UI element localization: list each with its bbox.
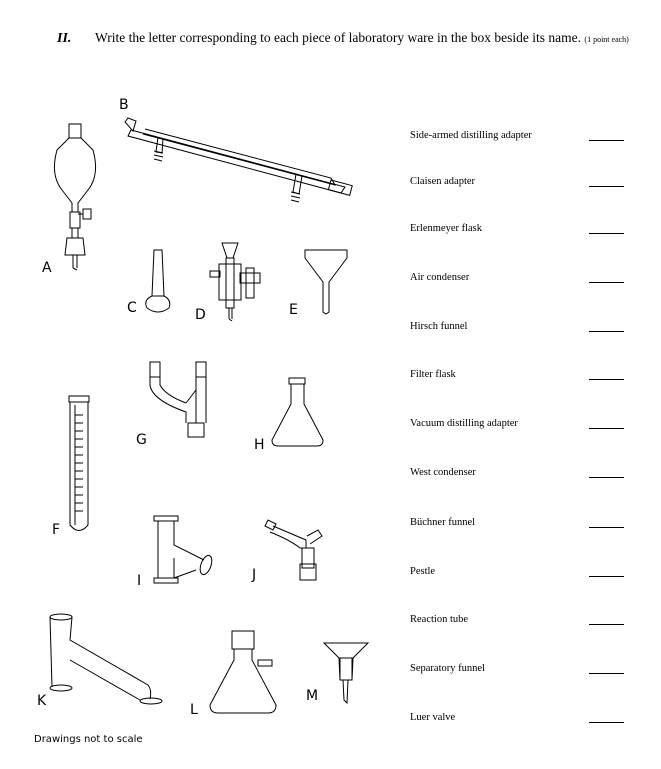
label-m: M — [306, 688, 319, 704]
drawing-air-condenser-d — [210, 243, 260, 321]
answer-blank[interactable] — [589, 673, 624, 674]
drawing-reaction-tube-f — [69, 396, 89, 531]
question-points: (1 point each) — [584, 35, 629, 44]
item-name: Reaction tube — [410, 614, 469, 625]
drawing-separatory-funnel-a — [54, 124, 95, 270]
answer-blank[interactable] — [589, 576, 624, 577]
label-j: J — [252, 567, 257, 583]
item-name: Pestle — [410, 566, 436, 577]
drawing-buchner-funnel-m — [324, 643, 368, 703]
label-c: C — [127, 300, 137, 316]
drawing-side-armed-adapter-i — [154, 516, 214, 583]
item-name: Claisen adapter — [410, 176, 476, 187]
label-b: B — [119, 97, 129, 113]
label-f: F — [52, 522, 61, 538]
answer-blank[interactable] — [589, 722, 624, 723]
label-l: L — [190, 702, 198, 718]
item-name: Erlenmeyer flask — [410, 223, 483, 234]
answer-blank[interactable] — [589, 527, 624, 528]
label-g: G — [136, 432, 147, 448]
item-name: Filter flask — [410, 369, 456, 380]
item-name: Vacuum distilling adapter — [410, 418, 518, 429]
label-d: D — [195, 307, 206, 323]
label-k: K — [37, 693, 47, 709]
drawing-claisen-adapter-g — [150, 362, 206, 437]
answer-blank[interactable] — [589, 331, 624, 332]
answer-blank[interactable] — [589, 477, 624, 478]
answer-blank[interactable] — [589, 428, 624, 429]
drawing-west-condenser-b — [125, 118, 352, 202]
label-h: H — [254, 437, 265, 453]
item-name: West condenser — [410, 467, 476, 478]
item-name: Hirsch funnel — [410, 321, 468, 332]
drawing-vacuum-adapter-j — [265, 520, 322, 580]
question-text: Write the letter corresponding to each piece of laboratory ware in the box beside its name. — [95, 30, 582, 45]
footnote: Drawings not to scale — [34, 734, 143, 745]
answer-blank[interactable] — [589, 186, 624, 187]
graduation-marks — [75, 415, 83, 511]
answer-blank[interactable] — [589, 624, 624, 625]
drawing-hirsch-funnel-e — [305, 250, 347, 314]
item-name: Separatory funnel — [410, 663, 485, 674]
drawing-filter-flask-l — [210, 631, 276, 713]
item-name: Side-armed distilling adapter — [410, 130, 532, 141]
question-number: II. — [57, 31, 72, 46]
item-name: Air condenser — [410, 272, 470, 283]
item-name: Luer valve — [410, 712, 456, 723]
label-e: E — [289, 302, 298, 318]
answer-blank[interactable] — [589, 282, 624, 283]
label-i: I — [137, 573, 142, 589]
drawing-pestle-c — [146, 250, 170, 312]
answer-blank[interactable] — [589, 233, 624, 234]
label-a: A — [42, 260, 52, 276]
drawing-erlenmeyer-flask-h — [272, 378, 323, 446]
answer-blank[interactable] — [589, 140, 624, 141]
item-name: Büchner funnel — [410, 517, 476, 528]
drawing-luer-valve-k — [50, 614, 162, 704]
answer-blank[interactable] — [589, 379, 624, 380]
